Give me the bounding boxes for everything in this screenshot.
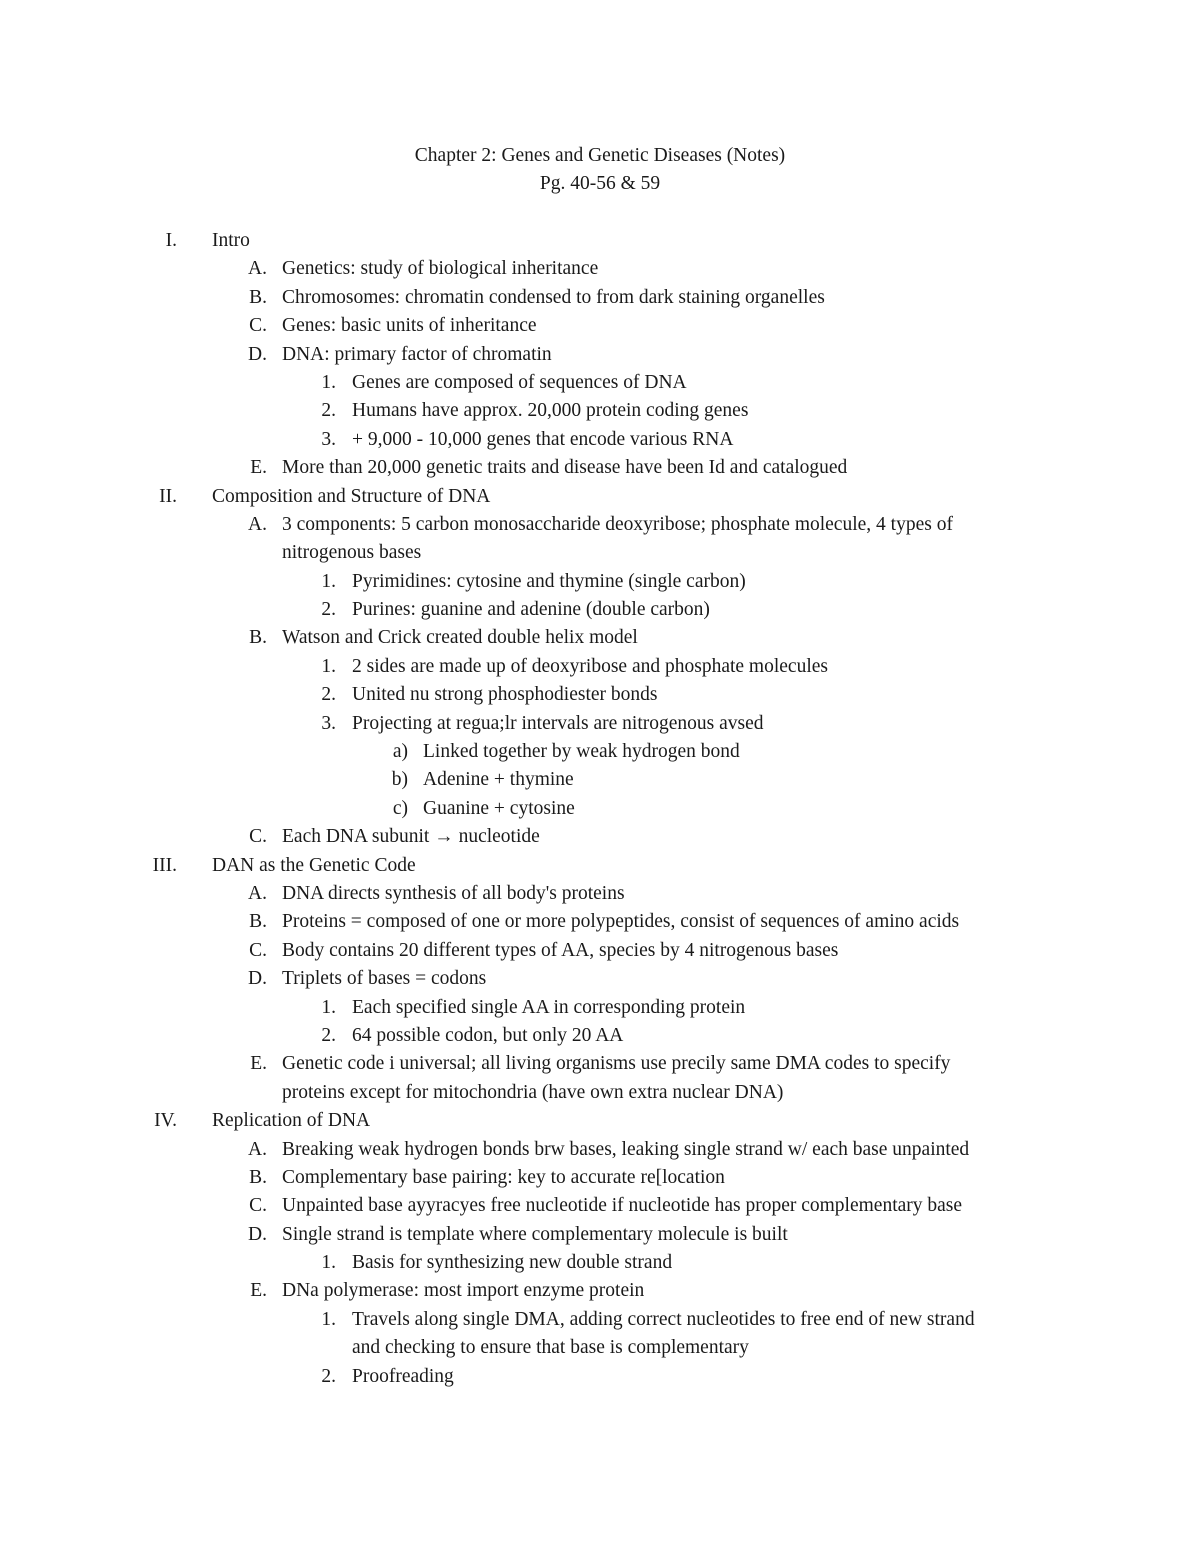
outline-item-level-2 — [0, 908, 1200, 936]
outline-marker: 1. — [321, 371, 336, 393]
outline-text: 2 sides are made up of deoxyribose and phosphate molecules — [352, 655, 828, 677]
outline-marker: 1. — [321, 1252, 336, 1274]
outline-item-level-2 — [0, 511, 1200, 539]
outline-text: Intro — [212, 230, 250, 251]
outline-item-level-1 — [0, 1107, 1200, 1135]
outline-marker: c) — [392, 797, 408, 819]
outline-marker: E. — [250, 1053, 267, 1075]
outline-text: Purines: guanine and adenine (double carbon) — [352, 599, 710, 621]
outline-item-level-1 — [0, 852, 1200, 880]
outline-item-level-2 — [0, 1192, 1200, 1220]
page-range: Pg. 40-56 & 59 — [539, 173, 661, 195]
outline-item-level-3 — [0, 1249, 1200, 1277]
outline-marker: C. — [249, 315, 267, 337]
outline-text: Body contains 20 different types of AA, species by 4 nitrogenous bases — [282, 939, 839, 961]
outline-text: United nu strong phosphodiester bonds — [352, 684, 658, 706]
outline-marker: C. — [249, 826, 267, 848]
outline-marker: E. — [250, 1280, 267, 1302]
outline-item-level-2 — [0, 1221, 1200, 1249]
outline-item-level-3 — [0, 710, 1200, 738]
outline-marker: C. — [249, 939, 267, 961]
outline-text: DNA: primary factor of chromatin — [282, 343, 552, 365]
outline-marker: E. — [250, 457, 267, 479]
outline-item-level-2 — [0, 1050, 1200, 1078]
outline-item-level-2 — [0, 937, 1200, 965]
outline-item-level-2 — [0, 823, 1200, 851]
outline-marker: 2. — [321, 400, 336, 422]
outline-item-level-2 — [0, 1164, 1200, 1192]
outline-item-level-4 — [0, 766, 1200, 794]
outline-text: Each DNA subunit → nucleotide — [282, 826, 540, 848]
outline-text: Proteins = composed of one or more polypeptides, consist of sequences of amino acids — [282, 911, 960, 933]
outline-marker: D. — [248, 343, 267, 365]
outline-item-level-3 — [0, 369, 1200, 397]
outline-item-level-3 — [0, 1306, 1200, 1334]
outline-text: Watson and Crick created double helix model — [282, 627, 638, 649]
outline-item-level-3 — [0, 653, 1200, 681]
outline-item-level-4 — [0, 738, 1200, 766]
outline-marker: II. — [159, 485, 177, 507]
outline-text: Replication of DNA — [212, 1110, 371, 1132]
outline-item-level-2 — [0, 965, 1200, 993]
outline-item-level-2 — [0, 312, 1200, 340]
outline-marker: 2. — [321, 599, 336, 621]
outline-text: Composition and Structure of DNA — [212, 485, 491, 507]
outline-marker: IV. — [154, 1110, 177, 1132]
outline-item-level-2 — [0, 1277, 1200, 1305]
outline-text: Complementary base pairing: key to accurate re[location — [282, 1166, 725, 1188]
outline-text: + 9,000 - 10,000 genes that encode various RNA — [352, 428, 734, 450]
outline-text: Pyrimidines: cytosine and thymine (single carbon) — [352, 570, 746, 592]
outline-marker: B. — [249, 627, 267, 649]
outline-text: Adenine + thymine — [423, 769, 574, 791]
outline-item-level-2 — [0, 624, 1200, 652]
outline-item-level-3 — [0, 568, 1200, 596]
outline-marker: A. — [248, 513, 267, 535]
outline-item-level-4 — [0, 795, 1200, 823]
outline-marker: 1. — [321, 1308, 336, 1330]
outline-text: Genetics: study of biological inheritance — [282, 258, 599, 280]
outline-item-level-2 — [0, 284, 1200, 312]
outline-marker: 2. — [321, 684, 336, 706]
outline-marker: 2. — [321, 1024, 336, 1046]
outline-text: Genes are composed of sequences of DNA — [352, 371, 687, 393]
outline-text: Humans have approx. 20,000 protein coding genes — [352, 400, 749, 422]
outline-item-level-3 — [0, 397, 1200, 425]
outline-marker: D. — [248, 968, 267, 990]
outline-marker: b) — [391, 769, 408, 791]
outline-marker: 2. — [321, 1365, 336, 1387]
outline-text: More than 20,000 genetic traits and disease have been Id and catalogued — [282, 457, 848, 479]
outline-item-level-2 — [0, 454, 1200, 482]
outline-marker: B. — [249, 911, 267, 933]
outline-item-level-3 — [0, 1334, 1200, 1362]
outline-text: DNa polymerase: most import enzyme protein — [282, 1280, 645, 1302]
outline-item-level-2 — [0, 1136, 1200, 1164]
outline-item-level-1 — [0, 227, 1200, 255]
outline-marker: III. — [152, 854, 177, 876]
outline-marker: 1. — [321, 996, 336, 1018]
outline-item-level-3 — [0, 426, 1200, 454]
outline-item-level-1 — [0, 483, 1200, 511]
outline-marker: I. — [165, 230, 177, 251]
outline-text: Basis for synthesizing new double strand — [352, 1252, 673, 1274]
outline-text: Breaking weak hydrogen bonds brw bases, leaking single strand w/ each base unpainted — [282, 1138, 970, 1160]
outline-marker: B. — [249, 286, 267, 308]
outline-marker: 3. — [321, 712, 336, 734]
outline-text: DAN as the Genetic Code — [212, 854, 416, 876]
outline-item-level-2 — [0, 880, 1200, 908]
notes-outline — [0, 227, 1200, 1391]
outline-text: Guanine + cytosine — [423, 797, 575, 819]
outline-text: nitrogenous bases — [282, 542, 422, 564]
outline-marker: 1. — [321, 655, 336, 677]
outline-text: Single strand is template where complementary molecule is built — [282, 1223, 788, 1245]
outline-text: Triplets of bases = codons — [282, 968, 487, 990]
outline-text: Each specified single AA in corresponding protein — [352, 996, 746, 1018]
outline-text: Genes: basic units of inheritance — [282, 315, 537, 337]
outline-text: 3 components: 5 carbon monosaccharide deoxyribose; phosphate molecule, 4 types of — [282, 513, 953, 535]
outline-item-level-2 — [0, 341, 1200, 369]
outline-marker: a) — [392, 741, 408, 763]
outline-item-level-3 — [0, 681, 1200, 709]
outline-marker: 1. — [321, 570, 336, 592]
outline-item-level-3 — [0, 1022, 1200, 1050]
outline-text: Unpainted base ayyracyes free nucleotide if nucleotide has proper complementary base — [282, 1195, 963, 1217]
outline-marker: A. — [248, 1138, 267, 1160]
outline-text: Genetic code i universal; all living organisms use precily same DMA codes to specify — [282, 1053, 951, 1075]
outline-item-level-3 — [0, 596, 1200, 624]
outline-marker: D. — [248, 1223, 267, 1245]
document-title: Chapter 2: Genes and Genetic Diseases (Notes) — [414, 145, 786, 166]
outline-text: Chromosomes: chromatin condensed to from dark staining organelles — [282, 286, 825, 308]
outline-text: Travels along single DMA, adding correct nucleotides to free end of new strand — [352, 1308, 975, 1330]
outline-text: proteins except for mitochondria (have own extra nuclear DNA) — [282, 1081, 784, 1103]
outline-marker: C. — [249, 1195, 267, 1217]
outline-marker: 3. — [321, 428, 336, 450]
outline-item-level-2 — [0, 539, 1200, 567]
outline-marker: A. — [248, 882, 267, 904]
outline-text: DNA directs synthesis of all body's proteins — [282, 882, 625, 904]
outline-text: Linked together by weak hydrogen bond — [423, 741, 740, 763]
outline-marker: A. — [248, 258, 267, 280]
outline-item-level-3 — [0, 994, 1200, 1022]
outline-text: Projecting at regua;lr intervals are nitrogenous avsed — [352, 712, 764, 734]
outline-marker: B. — [249, 1166, 267, 1188]
document-header — [0, 142, 1200, 199]
outline-text: 64 possible codon, but only 20 AA — [352, 1024, 624, 1046]
outline-item-level-2 — [0, 255, 1200, 283]
outline-item-level-2 — [0, 1079, 1200, 1107]
outline-text: Proofreading — [352, 1365, 454, 1387]
outline-text: and checking to ensure that base is complementary — [352, 1337, 749, 1359]
outline-item-level-3 — [0, 1363, 1200, 1391]
